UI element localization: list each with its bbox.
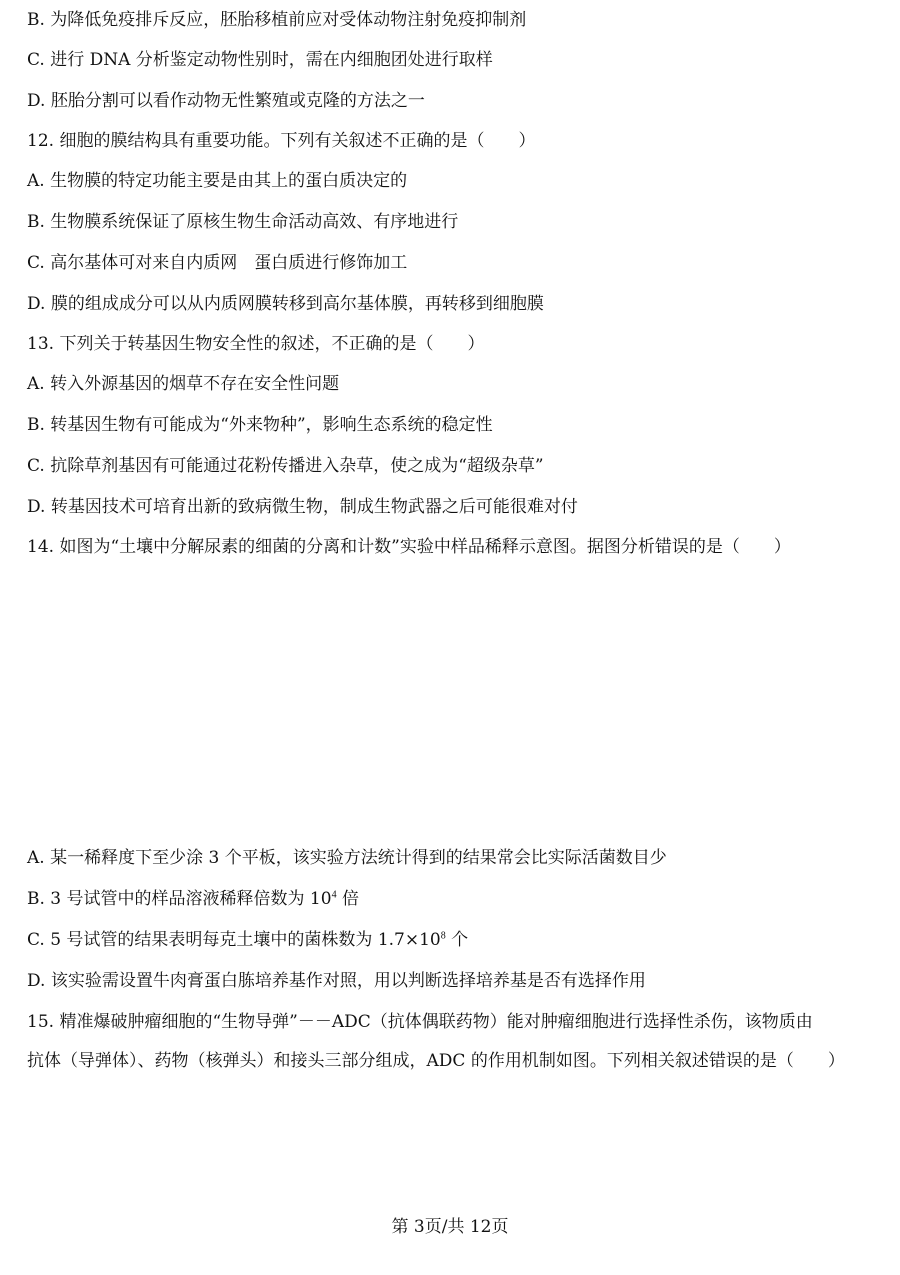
q14-option-b-exponent: 4 xyxy=(331,889,337,901)
q13-option-c: C. 抗除草剂基因有可能通过花粉传播进入杂草，使之成为“超级杂草” xyxy=(27,456,544,476)
q13-stem: 13. 下列关于转基因生物安全性的叙述，不正确的是（ ） xyxy=(27,334,485,354)
q14-option-d: D. 该实验需设置牛肉膏蛋白胨培养基作对照，用以判断选择培养基是否有选择作用 xyxy=(27,971,646,991)
q12-option-b: B. 生物膜系统保证了原核生物生命活动高效、有序地进行 xyxy=(27,212,459,232)
q11-option-b: B. 为降低免疫排斥反应，胚胎移植前应对受体动物注射免疫抑制剂 xyxy=(27,10,527,30)
q14-option-b-suffix: 倍 xyxy=(336,889,359,909)
q12-stem: 12. 细胞的膜结构具有重要功能。下列有关叙述不正确的是（ ） xyxy=(27,131,536,151)
q13-option-a: A. 转入外源基因的烟草不存在安全性问题 xyxy=(27,374,340,394)
q12-option-a: A. 生物膜的特定功能主要是由其上的蛋白质决定的 xyxy=(27,171,408,191)
q12-option-c: C. 高尔基体可对来自内质网 蛋白质进行修饰加工 xyxy=(27,253,408,273)
q15-stem-line2: 抗体（导弹体）、药物（核弹头）和接头三部分组成，ADC 的作用机制如图。下列相关叙述错误的是（ ） xyxy=(27,1051,845,1071)
page-footer: 第 3页/共 12页 xyxy=(391,1217,509,1237)
q14-option-a: A. 某一稀释度下至少涂 3 个平板，该实验方法统计得到的结果常会比实际活菌数目少 xyxy=(27,848,667,868)
q14-option-c xyxy=(27,928,468,952)
q13-option-b: B. 转基因生物有可能成为“外来物种”，影响生态系统的稳定性 xyxy=(27,415,493,435)
q11-option-c: C. 进行 DNA 分析鉴定动物性别时，需在内细胞团处进行取样 xyxy=(27,50,493,70)
q14-figure-area xyxy=(27,568,873,838)
q15-figure-area xyxy=(27,1085,873,1205)
q14-option-c-exponent: 8 xyxy=(440,930,446,942)
q14-option-b-text: B. 3 号试管中的样品溶液稀释倍数为 10 xyxy=(27,889,332,909)
q14-option-b xyxy=(27,887,359,911)
q14-option-c-suffix: 个 xyxy=(445,930,469,950)
q12-option-d: D. 膜的组成成分可以从内质网膜转移到高尔基体膜，再转移到细胞膜 xyxy=(27,294,544,314)
q15-stem-line1: 15. 精准爆破肿瘤细胞的“生物导弹”－－ADC（抗体偶联药物）能对肿瘤细胞进行选择性杀伤，该物质由 xyxy=(27,1012,813,1032)
q13-option-d: D. 转基因技术可培育出新的致病微生物，制成生物武器之后可能很难对付 xyxy=(27,497,578,517)
q11-option-d: D. 胚胎分割可以看作动物无性繁殖或克隆的方法之一 xyxy=(27,91,425,111)
q14-stem: 14. 如图为“土壤中分解尿素的细菌的分离和计数”实验中样品稀释示意图。据图分析错误的是（ ） xyxy=(27,537,791,557)
q14-option-c-text: C. 5 号试管的结果表明每克土壤中的菌株数为 1.7×10 xyxy=(27,930,441,950)
